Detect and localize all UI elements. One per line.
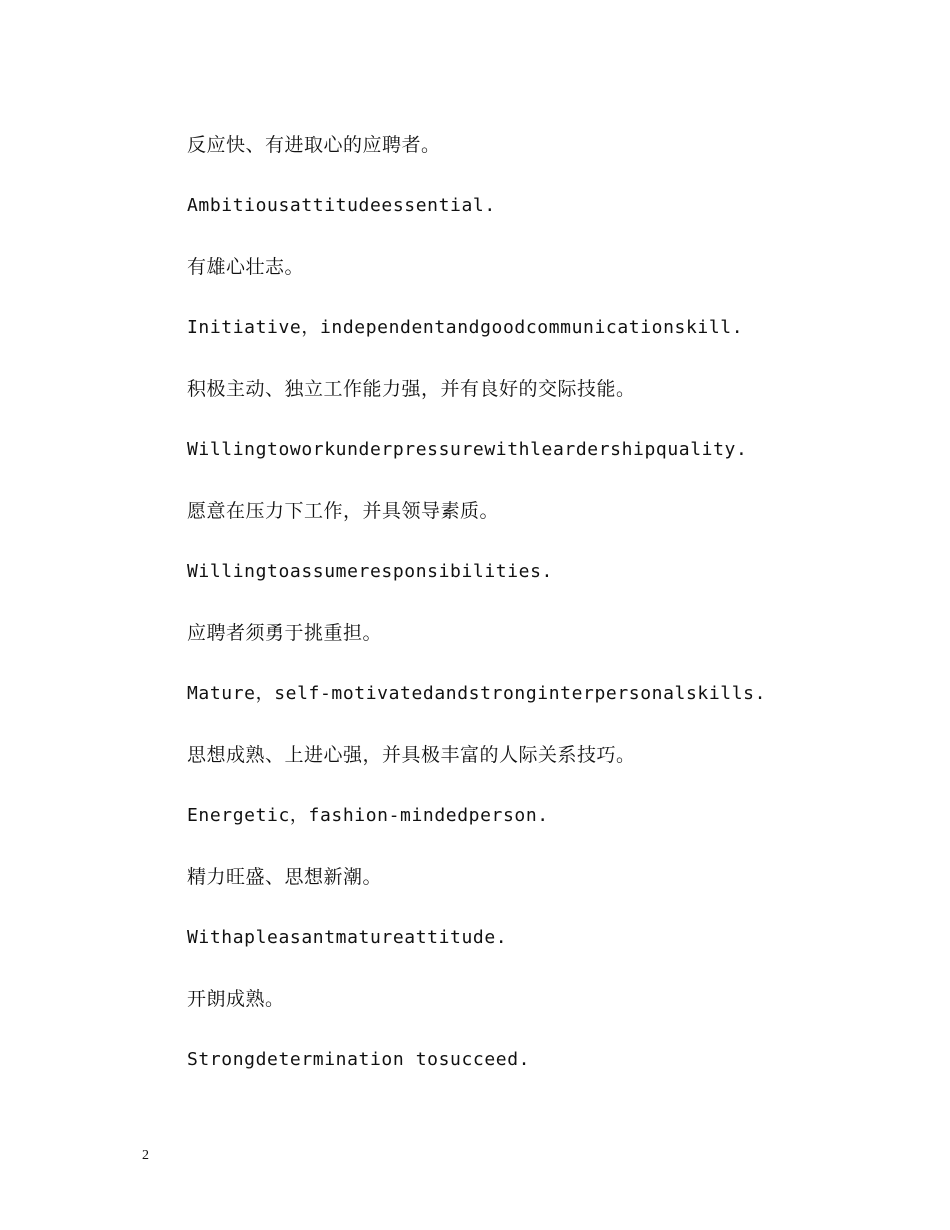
text-line: 开朗成熟。 [187,988,285,1010]
text-line: Willingtoassumeresponsibilities. [187,561,553,582]
text-line: Mature，self-motivatedandstronginterpersonalskills. [187,683,767,704]
text-line: 应聘者须勇于挑重担。 [187,622,383,644]
text-line: 有雄心壮志。 [187,256,305,278]
text-line: Withapleasantmatureattitude. [187,927,508,948]
text-line: Willingtoworkunderpressurewithleardershipquality. [187,439,748,460]
text-line: Ambitiousattitudeessential. [187,195,496,216]
text-line: 思想成熟、上进心强，并具极丰富的人际关系技巧。 [187,744,636,766]
document-body [187,126,887,1102]
text-line: 反应快、有进取心的应聘者。 [187,134,441,156]
text-line: 愿意在压力下工作，并具领导素质。 [187,500,500,522]
text-line: Initiative，independentandgoodcommunicationskill. [187,317,744,338]
page-number: 2 [142,1148,149,1163]
text-line: Energetic，fashion-mindedperson. [187,805,549,826]
text-line: Strongdetermination tosucceed. [187,1049,531,1070]
text-line: 精力旺盛、思想新潮。 [187,866,383,888]
text-line: 积极主动、独立工作能力强，并有良好的交际技能。 [187,378,636,400]
